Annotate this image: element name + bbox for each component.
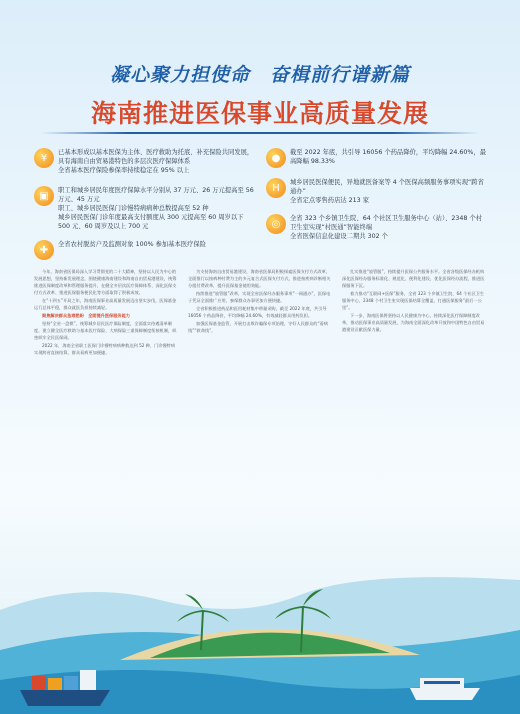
paragraph: 为支持海南自由贸易港建设，海南省医保局积极探索医保支付方式改革，全面推行以按病种付费为主的多元复合式医保支付方式，推进按疾病诊断相关分组付费改革，提升医保基金使用效能。 bbox=[188, 269, 331, 288]
stat-line: 已基本形成以基本医保为主体、医疗救助为托底、补充保险共同发展，具有海南自由贸易港特色的多层次医疗保障体系 bbox=[58, 149, 254, 165]
hospital-icon: H bbox=[266, 178, 286, 198]
stats-panel bbox=[34, 148, 486, 258]
stat-block-benefits bbox=[34, 186, 254, 231]
stat-line: 全省农村脱贫户及监测对象 100% 参加基本医疗保险 bbox=[58, 241, 206, 248]
paragraph: 扎实推进“放管服”，持续提升医保公共服务水平。全省各级医保经办机构深化医保经办服务标准化、规范化、便利化建设，优化医保经办流程，推进医保服务下沉。 bbox=[342, 269, 485, 288]
coin-stack-icon: ¥ bbox=[34, 148, 54, 168]
paragraph: 下一步，海南医保将坚持以人民健康为中心，持续深化医疗保障制度改革，推动医保事业高质量发展，为海南全面深化改革开放和中国特色自由贸易港建设贡献医保力量。 bbox=[342, 313, 485, 332]
divider bbox=[40, 132, 480, 134]
stat-line: 城乡居民医保门诊年度最高支付额度从 300 元提高至 60 周岁以下 500 元、60 周岁及以上 700 元 bbox=[58, 214, 244, 230]
paragraph: 2022 年，海南全省职工医保门诊慢特病病种数达到 52 种，门诊慢特病实现跨省直接结算，群众看病更加便捷。 bbox=[34, 343, 176, 355]
page-title: 海南推进医保事业高质量发展 bbox=[90, 99, 429, 128]
paragraph: 在“十四五”开局之年，海南医保事业高质量发展迈出坚实步伐，医保基金运行总体平稳，群众就医负担持续减轻。 bbox=[34, 298, 177, 310]
island-illustration bbox=[0, 540, 520, 714]
paragraph: 持续推进“放管服”改革，实现全省医保经办服务事项“一网通办”，医保电子凭证全面推广应用，参保群众办事更加方便快捷。 bbox=[188, 291, 331, 303]
stat-block-coverage bbox=[34, 148, 254, 175]
paragraph: 着力推动“互联网+医保”服务，全省 323 个乡镇卫生院、64 个社区卫生服务中心、2348 个村卫生室实现医保结算全覆盖，打通医保服务“最后一公里”。 bbox=[342, 291, 485, 310]
stat-line: 全省 323 个乡镇卫生院、64 个社区卫生服务中心（站）、2348 个村卫生室实现“村医通”智能终端 bbox=[290, 215, 483, 231]
paragraph: 今年，海南省医保局深入学习贯彻党的二十大精神，坚持以人民为中心的发展思想，坚持新发展理念，围绕健康海南建设和海南自由贸易港建设，统筹推进医保制度改革和管理服务提升，在健全多层次医疗保障体系、深化医保支付方式改革、推进医保服务便民化等方面取得了积极成效。 bbox=[34, 269, 177, 295]
stat-block-poverty bbox=[34, 240, 254, 260]
stat-line: 截至 2022 年底，共引导 16056 个药品降价，平均降幅 24.60%，最高降幅 98.33% bbox=[290, 149, 487, 165]
globe-icon: ◎ bbox=[266, 214, 286, 234]
paragraph: 坚持“全省一盘棋”，统筹城乡居民医疗保险制度，全面落实待遇清单制度，建立健全医疗救助与基本医疗保险、大病保险三重保障制度衔接机制，织密织牢全民医保网。 bbox=[34, 321, 177, 340]
article-column-2 bbox=[188, 268, 332, 568]
stat-line: 职工和城乡居民年度医疗保障水平分别从 37 万元、26 万元提高至 56 万元、45 万元 bbox=[58, 187, 254, 203]
stat-block-services bbox=[266, 178, 486, 205]
paragraph: 加强医保基金监管，开展打击欺诈骗保专项治理，守好人民群众的“看病钱”“救命钱”。 bbox=[188, 321, 328, 333]
stat-block-drugs bbox=[266, 148, 486, 168]
article-column-1 bbox=[34, 268, 178, 568]
stat-block-grassroots bbox=[266, 214, 486, 241]
stat-line: 全省医保信息化建设二期共 302 个 bbox=[290, 233, 388, 240]
stat-line: 全省定点零售药店达 213 家 bbox=[290, 197, 369, 204]
stat-line: 全省基本医疗保险参保率持续稳定在 95% 以上 bbox=[58, 167, 190, 174]
stat-line: 职工、城乡居民医保门诊慢特病病种总数提高至 52 种 bbox=[58, 205, 209, 212]
paragraph: 全省积极推进药品和医用耗材集中带量采购，截至 2022 年底，共引导 16056 个药品降价，平均降幅 24.60%，有效减轻群众用药负担。 bbox=[188, 306, 327, 318]
article-body bbox=[34, 268, 486, 568]
article-column-3 bbox=[342, 268, 486, 568]
slogan: 凝心聚力担使命 奋楫前行谱新篇 bbox=[109, 64, 410, 86]
section-heading: 聚焦解决群众急难愁盼 全面提升医保服务能力 bbox=[42, 313, 130, 318]
pill-icon: ● bbox=[266, 148, 286, 168]
wallet-icon: ▣ bbox=[34, 186, 54, 206]
stat-line: 城乡居民医保便民，异地就医备案等 4 个医保高频服务事项实现“跨省通办” bbox=[290, 179, 484, 195]
shield-icon: ✚ bbox=[34, 240, 54, 260]
